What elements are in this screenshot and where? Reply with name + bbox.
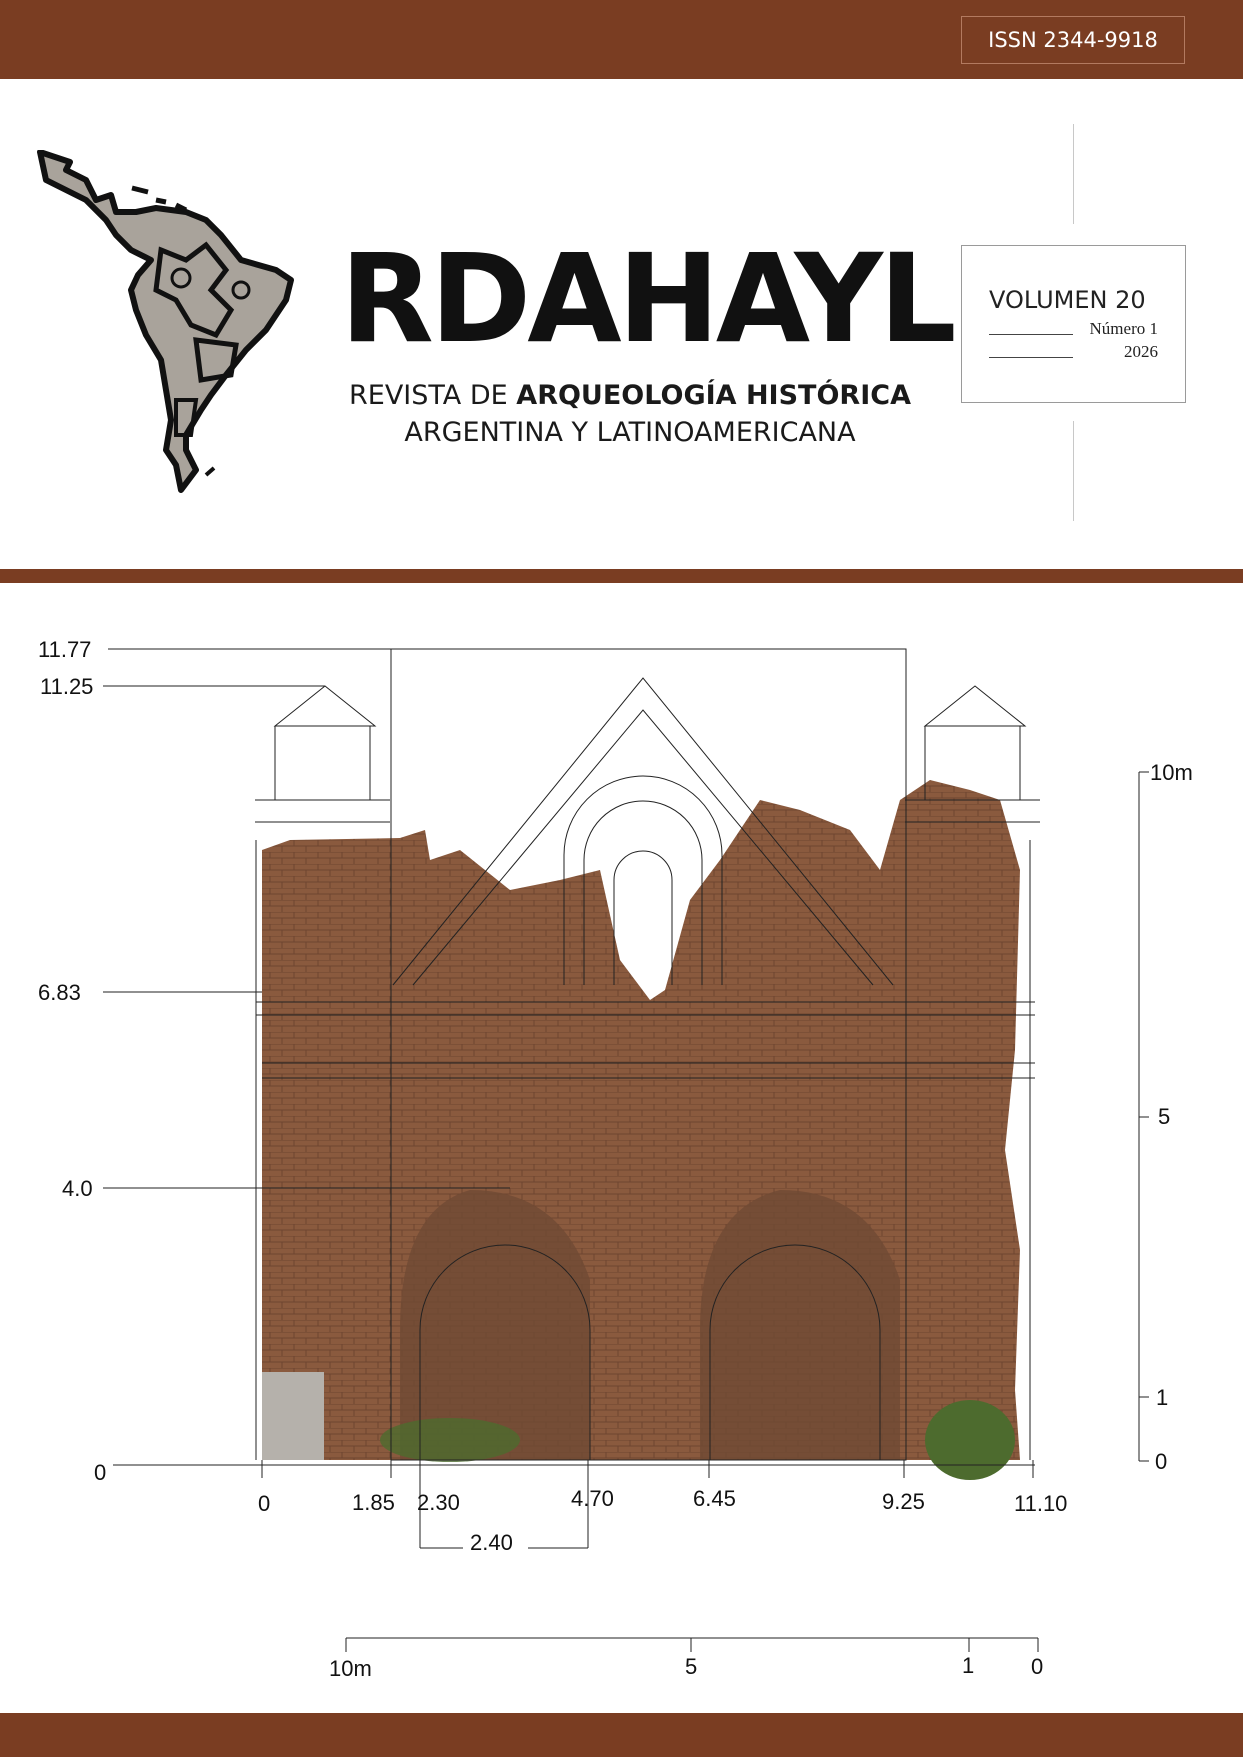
vertical-scale-label-5: 5 bbox=[1158, 1104, 1171, 1129]
width-label-9-25: 9.25 bbox=[882, 1489, 925, 1514]
width-label-0: 0 bbox=[258, 1491, 271, 1516]
height-label-0: 0 bbox=[94, 1460, 107, 1485]
divider-lower bbox=[1073, 421, 1074, 521]
issue-box bbox=[961, 245, 1186, 403]
year-label: 2026 bbox=[1124, 342, 1158, 361]
vertical-scale-label-1: 1 bbox=[1156, 1385, 1169, 1410]
vertical-scale-label-0: 0 bbox=[1155, 1449, 1168, 1474]
vertical-scale-label-10m: 10m bbox=[1150, 760, 1193, 785]
width-label-6-45: 6.45 bbox=[693, 1486, 736, 1511]
volume-label: VOLUMEN 20 bbox=[989, 286, 1146, 314]
horizontal-scale-label-0: 0 bbox=[1031, 1654, 1044, 1679]
width-label-2-30: 2.30 bbox=[417, 1490, 460, 1515]
horizontal-scale-label-10m: 10m bbox=[329, 1656, 372, 1681]
horizontal-scale-label-5: 5 bbox=[685, 1654, 698, 1679]
journal-subtitle bbox=[320, 377, 940, 451]
height-label-11-77: 11.77 bbox=[38, 637, 92, 662]
number-label: Número 1 bbox=[1089, 319, 1158, 338]
latin-america-map-logo bbox=[36, 150, 332, 495]
issn-badge: ISSN 2344-9918 bbox=[961, 16, 1185, 64]
horizontal-scale-bar bbox=[346, 1638, 1038, 1652]
divider-upper bbox=[1073, 124, 1074, 224]
church-facade-elevation bbox=[0, 600, 1243, 1710]
bottom-band bbox=[0, 1713, 1243, 1757]
horizontal-scale-label-1: 1 bbox=[962, 1653, 975, 1678]
height-label-11-25: 11.25 bbox=[40, 674, 94, 699]
journal-title: RDAHAYL bbox=[340, 228, 953, 370]
height-label-6-83: 6.83 bbox=[38, 980, 81, 1005]
number-rule bbox=[989, 334, 1073, 335]
vertical-scale-bar bbox=[1139, 772, 1149, 1461]
span-label: 2.40 bbox=[470, 1530, 513, 1555]
width-label-1-85: 1.85 bbox=[352, 1490, 395, 1515]
width-label-4-70: 4.70 bbox=[571, 1486, 614, 1511]
middle-band bbox=[0, 569, 1243, 583]
height-label-4-0: 4.0 bbox=[62, 1176, 93, 1201]
subtitle-line-2: ARGENTINA Y LATINOAMERICANA bbox=[404, 417, 856, 448]
subtitle-prefix: REVISTA DE bbox=[349, 380, 517, 411]
width-label-11-10: 11.10 bbox=[1014, 1491, 1068, 1516]
year-rule bbox=[989, 357, 1073, 358]
subtitle-bold: ARQUEOLOGÍA HISTÓRICA bbox=[516, 380, 911, 411]
